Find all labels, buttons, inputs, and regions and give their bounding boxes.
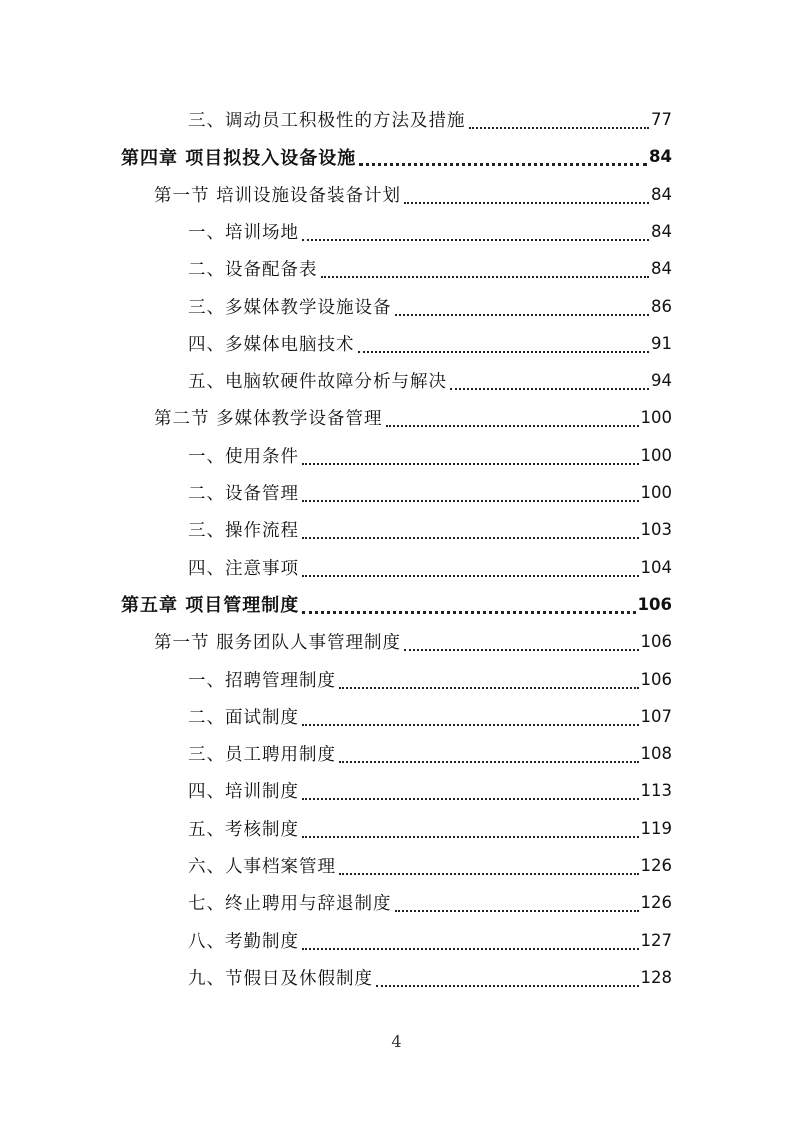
toc-leader-dots	[395, 298, 650, 316]
toc-entry-title: 一、招聘管理制度	[188, 670, 336, 691]
toc-entry-page: 107	[640, 706, 672, 726]
toc-entry-item[interactable]	[188, 213, 672, 250]
toc-entry-item[interactable]	[188, 101, 672, 138]
toc-entry-title: 八、考勤制度	[188, 931, 299, 952]
toc-leader-dots	[339, 745, 639, 763]
toc-entry-item[interactable]	[188, 810, 672, 847]
toc-entry-item[interactable]	[188, 362, 672, 399]
toc-entry-title: 三、员工聘用制度	[188, 745, 336, 766]
toc-entry-item[interactable]	[188, 698, 672, 735]
toc-entry-page: 126	[640, 893, 672, 913]
toc-entry-section[interactable]	[154, 623, 672, 660]
toc-leader-dots	[302, 521, 639, 539]
toc-entry-page: 119	[640, 818, 672, 838]
toc-entry-item[interactable]	[188, 250, 672, 287]
toc-leader-dots	[321, 260, 650, 278]
toc-entry-page: 84	[649, 147, 672, 167]
toc-entry-page: 94	[651, 371, 672, 391]
toc-entry-title: 一、培训场地	[188, 222, 299, 243]
toc-entry-page: 104	[640, 557, 672, 577]
toc-leader-dots	[359, 147, 647, 166]
toc-entry-page: 100	[640, 408, 672, 428]
toc-leader-dots	[358, 335, 650, 353]
toc-entry-page: 100	[640, 483, 672, 502]
toc-entry-section[interactable]	[154, 176, 672, 213]
toc-leader-dots	[469, 111, 650, 129]
toc-entry-chapter[interactable]	[121, 586, 672, 623]
toc-entry-item[interactable]	[188, 735, 672, 772]
toc-entry-title: 三、调动员工积极性的方法及措施	[188, 111, 466, 131]
toc-entry-page: 106	[637, 594, 672, 614]
toc-leader-dots	[302, 223, 649, 241]
toc-entry-item[interactable]	[188, 288, 672, 325]
toc-leader-dots	[302, 447, 639, 465]
toc-entry-item[interactable]	[188, 549, 672, 586]
toc-entry-page: 127	[640, 930, 672, 950]
toc-entry-item[interactable]	[188, 772, 672, 809]
toc-entry-page: 77	[651, 110, 672, 129]
toc-leader-dots	[386, 409, 639, 427]
toc-entry-title: 第一节 服务团队人事管理制度	[154, 633, 402, 654]
toc-entry-item[interactable]	[188, 325, 672, 362]
toc-entry-page: 86	[651, 296, 672, 316]
toc-leader-dots	[302, 595, 635, 614]
toc-entry-item[interactable]	[188, 437, 672, 474]
toc-entry-page: 84	[651, 259, 672, 279]
toc-entry-page: 106	[640, 669, 672, 689]
toc-leader-dots	[302, 708, 639, 726]
toc-entry-page: 84	[651, 221, 672, 241]
toc-entry-item[interactable]	[188, 661, 672, 698]
toc-leader-dots	[404, 633, 638, 651]
toc-entry-page: 100	[640, 445, 672, 465]
toc-entry-title: 六、人事档案管理	[188, 857, 336, 877]
toc-entry-page: 108	[640, 744, 672, 764]
toc-entry-page: 84	[651, 184, 672, 204]
toc-entry-page: 126	[640, 856, 672, 875]
toc-leader-dots	[302, 782, 639, 800]
toc-entry-title: 第四章 项目拟投入设备设施	[121, 147, 357, 169]
toc-entry-title: 一、使用条件	[188, 446, 299, 467]
toc-entry-item[interactable]	[188, 511, 672, 548]
toc-leader-dots	[302, 484, 639, 502]
toc-entry-page: 106	[640, 632, 672, 652]
toc-entry-item[interactable]	[188, 474, 672, 511]
toc-entry-title: 四、注意事项	[188, 558, 299, 579]
page-number: 4	[391, 1032, 402, 1051]
toc-entry-title: 二、设备配备表	[188, 260, 318, 281]
toc-leader-dots	[376, 969, 639, 987]
toc-entry-page: 128	[640, 967, 672, 987]
toc-leader-dots	[339, 857, 639, 875]
toc-entry-chapter[interactable]	[121, 138, 672, 175]
toc-entry-item[interactable]	[188, 884, 672, 921]
toc-leader-dots	[395, 894, 639, 912]
toc-entry-title: 三、多媒体教学设施设备	[188, 297, 392, 318]
toc-leader-dots	[302, 559, 639, 577]
toc-entry-page: 103	[640, 520, 672, 540]
toc-entry-item[interactable]	[188, 922, 672, 959]
toc-entry-title: 三、操作流程	[188, 521, 299, 542]
toc-entry-title: 二、设备管理	[188, 484, 299, 504]
toc-entry-title: 五、考核制度	[188, 819, 299, 840]
toc-entry-item[interactable]	[188, 959, 672, 996]
toc-leader-dots	[302, 932, 639, 950]
toc-entry-title: 九、节假日及休假制度	[188, 968, 373, 989]
toc-entry-title: 第二节 多媒体教学设备管理	[154, 409, 383, 430]
toc-entry-title: 四、多媒体电脑技术	[188, 334, 355, 355]
toc-leader-dots	[302, 820, 639, 838]
toc-entry-title: 第一节 培训设施设备装备计划	[154, 185, 402, 206]
toc-entry-title: 第五章 项目管理制度	[121, 595, 300, 617]
toc-entry-page: 91	[651, 333, 672, 353]
toc-leader-dots	[404, 186, 649, 204]
toc-entry-title: 五、电脑软硬件故障分析与解决	[188, 372, 447, 393]
toc-entry-title: 四、培训制度	[188, 782, 299, 803]
toc-leader-dots	[450, 372, 649, 390]
toc-entry-title: 二、面试制度	[188, 707, 299, 728]
toc-entry-item[interactable]	[188, 847, 672, 884]
toc-leader-dots	[339, 671, 639, 689]
toc-entry-page: 113	[640, 781, 672, 801]
toc-entry-title: 七、终止聘用与辞退制度	[188, 894, 392, 915]
toc-entry-section[interactable]	[154, 399, 672, 436]
